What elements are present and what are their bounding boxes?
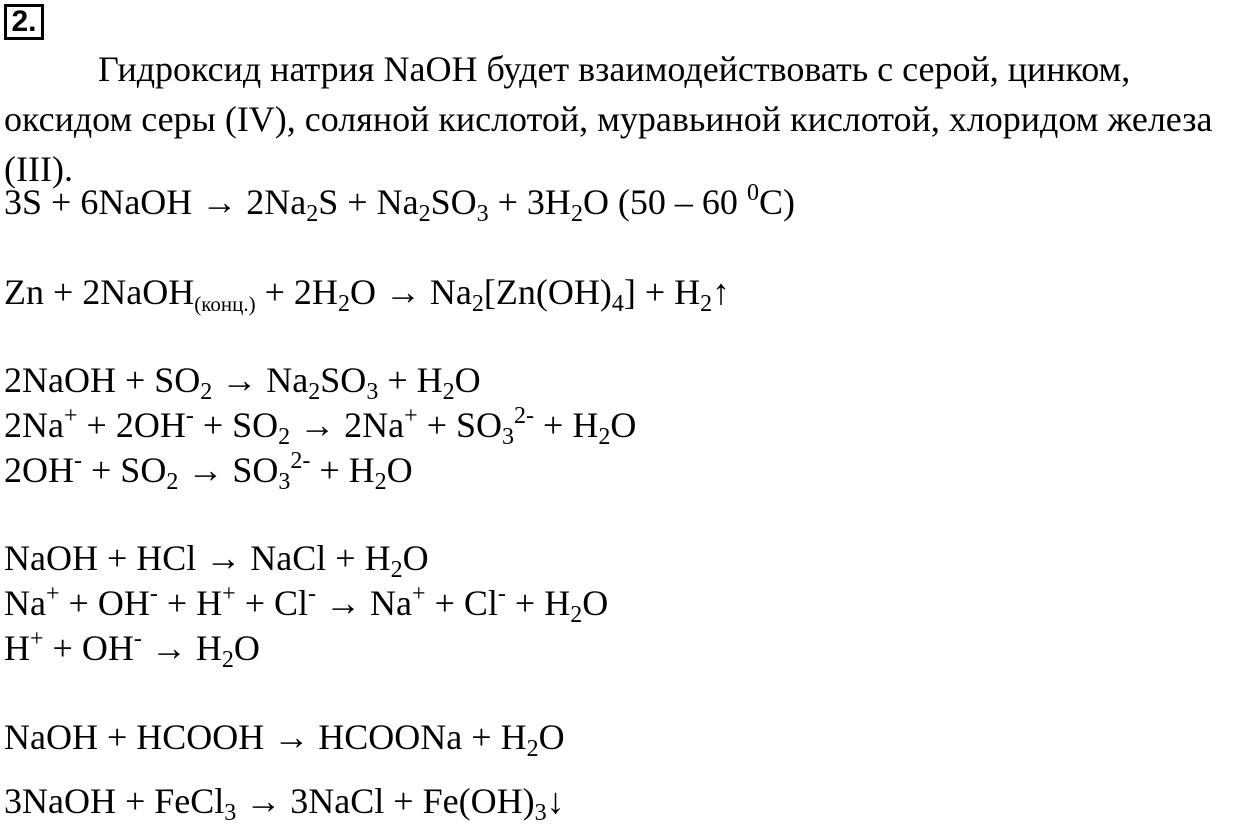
formula-text: O → Na <box>349 272 472 312</box>
equation-zinc <box>4 272 731 317</box>
formula-text: + H <box>534 405 599 445</box>
equation-hcl-full-ionic <box>4 581 609 628</box>
equation-iron-chloride <box>4 781 565 826</box>
formula-text: 2OH <box>4 450 74 490</box>
formula-text: ] + H <box>623 272 701 312</box>
formula-text: + SO <box>82 450 167 490</box>
intro-text: Гидроксид натрия NaOH будет взаимодействовать с серой, цинком, оксидом серы (IV), соляной кислотой, муравьиной кислотой, хлоридом железа (III). <box>4 49 1213 189</box>
formula-text: NaOH + HCOOH → HCOONa + H <box>4 717 527 757</box>
subscript: 3 <box>534 800 547 826</box>
intro-paragraph <box>4 44 1230 194</box>
subscript: 3 <box>366 379 379 405</box>
formula-text: O <box>538 717 565 757</box>
formula-text: → H <box>141 628 222 668</box>
formula-text: [Zn(OH) <box>483 272 612 312</box>
superscript: + <box>404 403 418 429</box>
formula-text: ↓ <box>546 781 565 821</box>
subscript: 3 <box>224 800 237 826</box>
superscript: + <box>30 626 44 652</box>
equation-so2-full-ionic <box>4 403 637 450</box>
subscript: (конц.) <box>194 292 256 316</box>
equation-formic-acid <box>4 717 565 762</box>
equation-hcl-molecular <box>4 538 429 583</box>
subscript: 2 <box>278 424 291 450</box>
formula-text: → 2Na <box>290 405 405 445</box>
formula-text: O <box>582 583 609 623</box>
superscript: 2- <box>290 448 311 474</box>
subscript: 2 <box>306 201 319 227</box>
formula-text: SO <box>430 182 477 222</box>
subscript: 2 <box>570 201 583 227</box>
formula-text: + H <box>157 583 223 623</box>
formula-text: → SO <box>178 450 279 490</box>
superscript: 0 <box>746 180 759 206</box>
formula-text: + OH <box>59 583 150 623</box>
formula-text: + H <box>505 583 571 623</box>
superscript: + <box>222 581 236 607</box>
formula-text: O <box>233 628 260 668</box>
superscript: - <box>74 448 82 474</box>
formula-text: + H <box>310 450 375 490</box>
superscript: + <box>63 403 78 429</box>
subscript: 2 <box>390 557 403 583</box>
formula-text: H <box>4 628 30 668</box>
formula-text: 2Na <box>4 405 64 445</box>
task-number-box: 2. <box>4 4 44 40</box>
formula-text: + SO <box>417 405 503 445</box>
superscript: - <box>308 581 317 607</box>
subscript: 2 <box>308 379 321 405</box>
subscript: 2 <box>598 424 611 450</box>
formula-text: 3NaOH + FeCl <box>4 781 225 821</box>
subscript: 2 <box>200 379 213 405</box>
subscript: 2 <box>166 469 179 495</box>
subscript: 2 <box>700 291 713 317</box>
formula-text: + Cl <box>425 583 498 623</box>
equation-sulfur <box>4 180 795 227</box>
superscript: + <box>412 581 426 607</box>
subscript: 2 <box>570 602 583 628</box>
subscript: 2 <box>337 291 350 317</box>
subscript: 2 <box>221 647 234 673</box>
formula-text: + OH <box>43 628 134 668</box>
equation-so2-molecular <box>4 360 481 405</box>
formula-text: + 3H <box>488 182 571 222</box>
formula-text: S + Na <box>318 182 419 222</box>
subscript: 2 <box>418 201 431 227</box>
formula-text: → 3NaCl + Fe(OH) <box>236 781 535 821</box>
formula-text: + H <box>378 360 443 400</box>
subscript: 3 <box>278 469 291 495</box>
formula-text: NaOH + HCl → NaCl + H <box>4 538 391 578</box>
formula-text: O <box>386 450 413 490</box>
subscript: 2 <box>442 379 455 405</box>
formula-text: ↑ <box>712 272 731 312</box>
subscript: 3 <box>502 424 515 450</box>
subscript: 2 <box>526 736 539 762</box>
subscript: 2 <box>471 291 484 317</box>
formula-text: SO <box>320 360 367 400</box>
formula-text: O (50 – 60 <box>582 182 747 222</box>
superscript: + <box>45 581 60 607</box>
formula-text: + SO <box>193 405 279 445</box>
subscript: 3 <box>476 201 489 227</box>
formula-text: Na <box>4 583 46 623</box>
formula-text: + 2H <box>255 272 338 312</box>
superscript: - <box>133 626 142 652</box>
superscript: 2- <box>514 403 535 429</box>
formula-text: O <box>454 360 481 400</box>
superscript: - <box>497 581 506 607</box>
formula-text: → Na <box>212 360 309 400</box>
formula-text: 3S + 6NaOH → 2Na <box>4 182 307 222</box>
superscript: - <box>149 581 158 607</box>
equation-hcl-short-ionic <box>4 626 260 673</box>
formula-text: + 2OH <box>77 405 186 445</box>
formula-text: 2NaOH + SO <box>4 360 201 400</box>
subscript: 2 <box>374 469 387 495</box>
formula-text: + Cl <box>235 583 309 623</box>
equation-so2-short-ionic <box>4 448 413 495</box>
formula-text: O <box>610 405 637 445</box>
superscript: - <box>185 403 194 429</box>
subscript: 4 <box>611 291 624 317</box>
formula-text: O <box>402 538 429 578</box>
formula-text: C) <box>758 182 795 222</box>
formula-text: Zn + 2NaOH <box>4 272 195 312</box>
formula-text: → Na <box>316 583 413 623</box>
